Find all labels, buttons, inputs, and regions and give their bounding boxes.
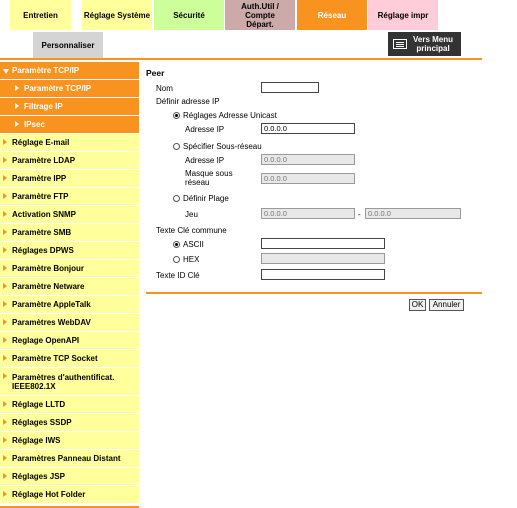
tab-reseau[interactable] [297,0,367,30]
form-title: Peer [146,68,165,78]
triangle-right-icon [15,103,19,109]
sidebar-item-label: Paramètres WebDAV [12,318,91,327]
triangle-right-icon [3,373,7,379]
plage-label: Définir Plage [183,194,229,203]
sidebar-item[interactable] [0,260,139,278]
hex-radio[interactable] [173,256,180,263]
annuler-button[interactable]: Annuler [429,299,464,311]
sidebar-item-label: Paramètres Panneau Distant [12,454,121,463]
sr-adresse-ip-label: Adresse IP [185,156,225,165]
sidebar-item[interactable] [0,296,139,314]
triangle-right-icon [3,491,7,497]
triangle-right-icon [3,229,7,235]
sidebar-item[interactable] [0,134,139,152]
masque-label: Masque sous réseau [185,169,233,187]
sidebar-item-label: Paramètre TCP Socket [12,354,98,363]
texte-id-label: Texte ID Clé [156,271,200,280]
sidebar-item[interactable] [0,152,139,170]
sidebar-item[interactable] [0,80,139,98]
sidebar-item[interactable] [0,468,139,486]
sidebar-item[interactable] [0,116,139,134]
triangle-right-icon [3,455,7,461]
sidebar-item-label: Réglage IWS [12,436,61,445]
sidebar-item-label: Paramètre TCP/IP [12,66,80,75]
sidebar-item-label: Paramètre LDAP [12,156,76,165]
tab-auth-util[interactable] [225,0,295,30]
tab-label: Sécurité [173,10,205,20]
sidebar-item[interactable] [0,170,139,188]
sidebar-item[interactable] [0,62,139,80]
sidebar-item-label: Paramètre FTP [12,192,69,201]
triangle-right-icon [3,419,7,425]
sous-reseau-radio[interactable] [173,143,180,150]
form-divider [146,292,482,294]
sidebar-item-label: Réglages JSP [12,472,65,481]
tab-label: Auth.Util / Compte Départ. [241,1,279,29]
triangle-right-icon [3,283,7,289]
sidebar-nav [0,62,139,508]
hex-input[interactable] [261,253,385,264]
ascii-label: ASCII [183,240,204,249]
definir-adresse-label: Définir adresse IP [156,97,220,106]
main-menu-label: Vers Menu principal [412,35,453,53]
triangle-right-icon [3,193,7,199]
triangle-right-icon [3,319,7,325]
jeu-separator: - [358,210,361,219]
triangle-right-icon [3,301,7,307]
sidebar-item[interactable] [0,278,139,296]
sidebar-item-label: Paramètre Bonjour [12,264,85,273]
masque-input[interactable] [261,173,355,184]
sidebar-item-label: Réglage Hot Folder [12,490,86,499]
sidebar-item[interactable] [0,314,139,332]
triangle-right-icon [15,85,19,91]
tab-securite[interactable] [154,0,224,30]
nom-label: Nom [156,84,173,93]
triangle-right-icon [3,211,7,217]
menu-icon [393,39,407,49]
sidebar-item[interactable] [0,350,139,368]
sidebar-item-label: Réglage LLTD [12,400,66,409]
sidebar-item-label: Paramètre SMB [12,228,72,237]
sidebar-item[interactable] [0,396,139,414]
hex-label: HEX [183,255,200,264]
triangle-down-icon [3,69,9,74]
jeu-to-input[interactable] [365,208,461,219]
sidebar-item-label: Paramètre Netware [12,282,85,291]
ok-button[interactable]: OK [409,299,426,311]
ascii-radio[interactable] [173,241,180,248]
tab-reglage-impr[interactable] [368,0,438,30]
sidebar-item-label: Réglages DPWS [12,246,74,255]
header-divider [0,58,482,60]
tab-label: Personnaliser [41,40,95,50]
jeu-label: Jeu [185,210,198,219]
triangle-right-icon [3,247,7,253]
main-menu-button[interactable] [388,32,461,56]
sidebar-item[interactable] [0,98,139,116]
sidebar-item[interactable] [0,450,139,468]
sidebar-item-label: Reglage OpenAPI [12,336,80,345]
tab-reglage-systeme[interactable] [82,0,152,30]
sidebar-item-label: Réglages SSDP [12,418,72,427]
sidebar-item[interactable] [0,368,139,396]
sidebar-item[interactable] [0,224,139,242]
ascii-input[interactable] [261,238,385,249]
sidebar-item[interactable] [0,242,139,260]
sidebar-item-label: Activation SNMP [12,210,77,219]
tab-entretien[interactable] [10,0,71,30]
triangle-right-icon [3,401,7,407]
unicast-label: Réglages Adresse Unicast [183,111,277,120]
triangle-right-icon [3,437,7,443]
sidebar-item-label: Paramètres d'authentificat. IEEE802.1X [12,372,115,391]
texte-cle-label: Texte Clé commune [156,226,227,235]
sidebar-item[interactable] [0,206,139,224]
sidebar-item-label: Paramètre TCP/IP [24,84,92,93]
sous-reseau-label: Spécifier Sous-réseau [183,142,262,151]
sidebar-item-label: IPsec [24,120,45,129]
adresse-ip-input[interactable] [261,123,355,134]
texte-id-input[interactable] [261,269,385,280]
sidebar-item[interactable] [0,332,139,350]
sidebar-item-label: Réglage E-mail [12,138,70,147]
tab-label: Réseau [317,10,347,20]
sidebar-item[interactable] [0,188,139,206]
triangle-right-icon [3,175,7,181]
adresse-ip-label: Adresse IP [185,125,225,134]
jeu-from-input[interactable] [261,208,355,219]
triangle-right-icon [15,121,19,127]
nom-input[interactable] [261,82,319,93]
sr-adresse-ip-input[interactable] [261,154,355,165]
sidebar-item[interactable] [0,486,139,504]
tab-label: Réglage impr [377,10,429,20]
triangle-right-icon [3,265,7,271]
unicast-radio[interactable] [173,112,180,119]
sidebar-item[interactable] [0,414,139,432]
sidebar-item-label: Paramètre IPP [12,174,67,183]
triangle-right-icon [3,157,7,163]
tab-personnaliser[interactable] [33,32,103,58]
triangle-right-icon [3,473,7,479]
sidebar-item-label: Filtrage IP [24,102,63,111]
sidebar-item[interactable] [0,432,139,450]
triangle-right-icon [3,337,7,343]
plage-radio[interactable] [173,195,180,202]
triangle-right-icon [3,139,7,145]
triangle-right-icon [3,355,7,361]
sidebar-item-label: Paramètre AppleTalk [12,300,91,309]
tab-label: Réglage Système [83,10,151,20]
tab-label: Entretien [23,10,58,20]
